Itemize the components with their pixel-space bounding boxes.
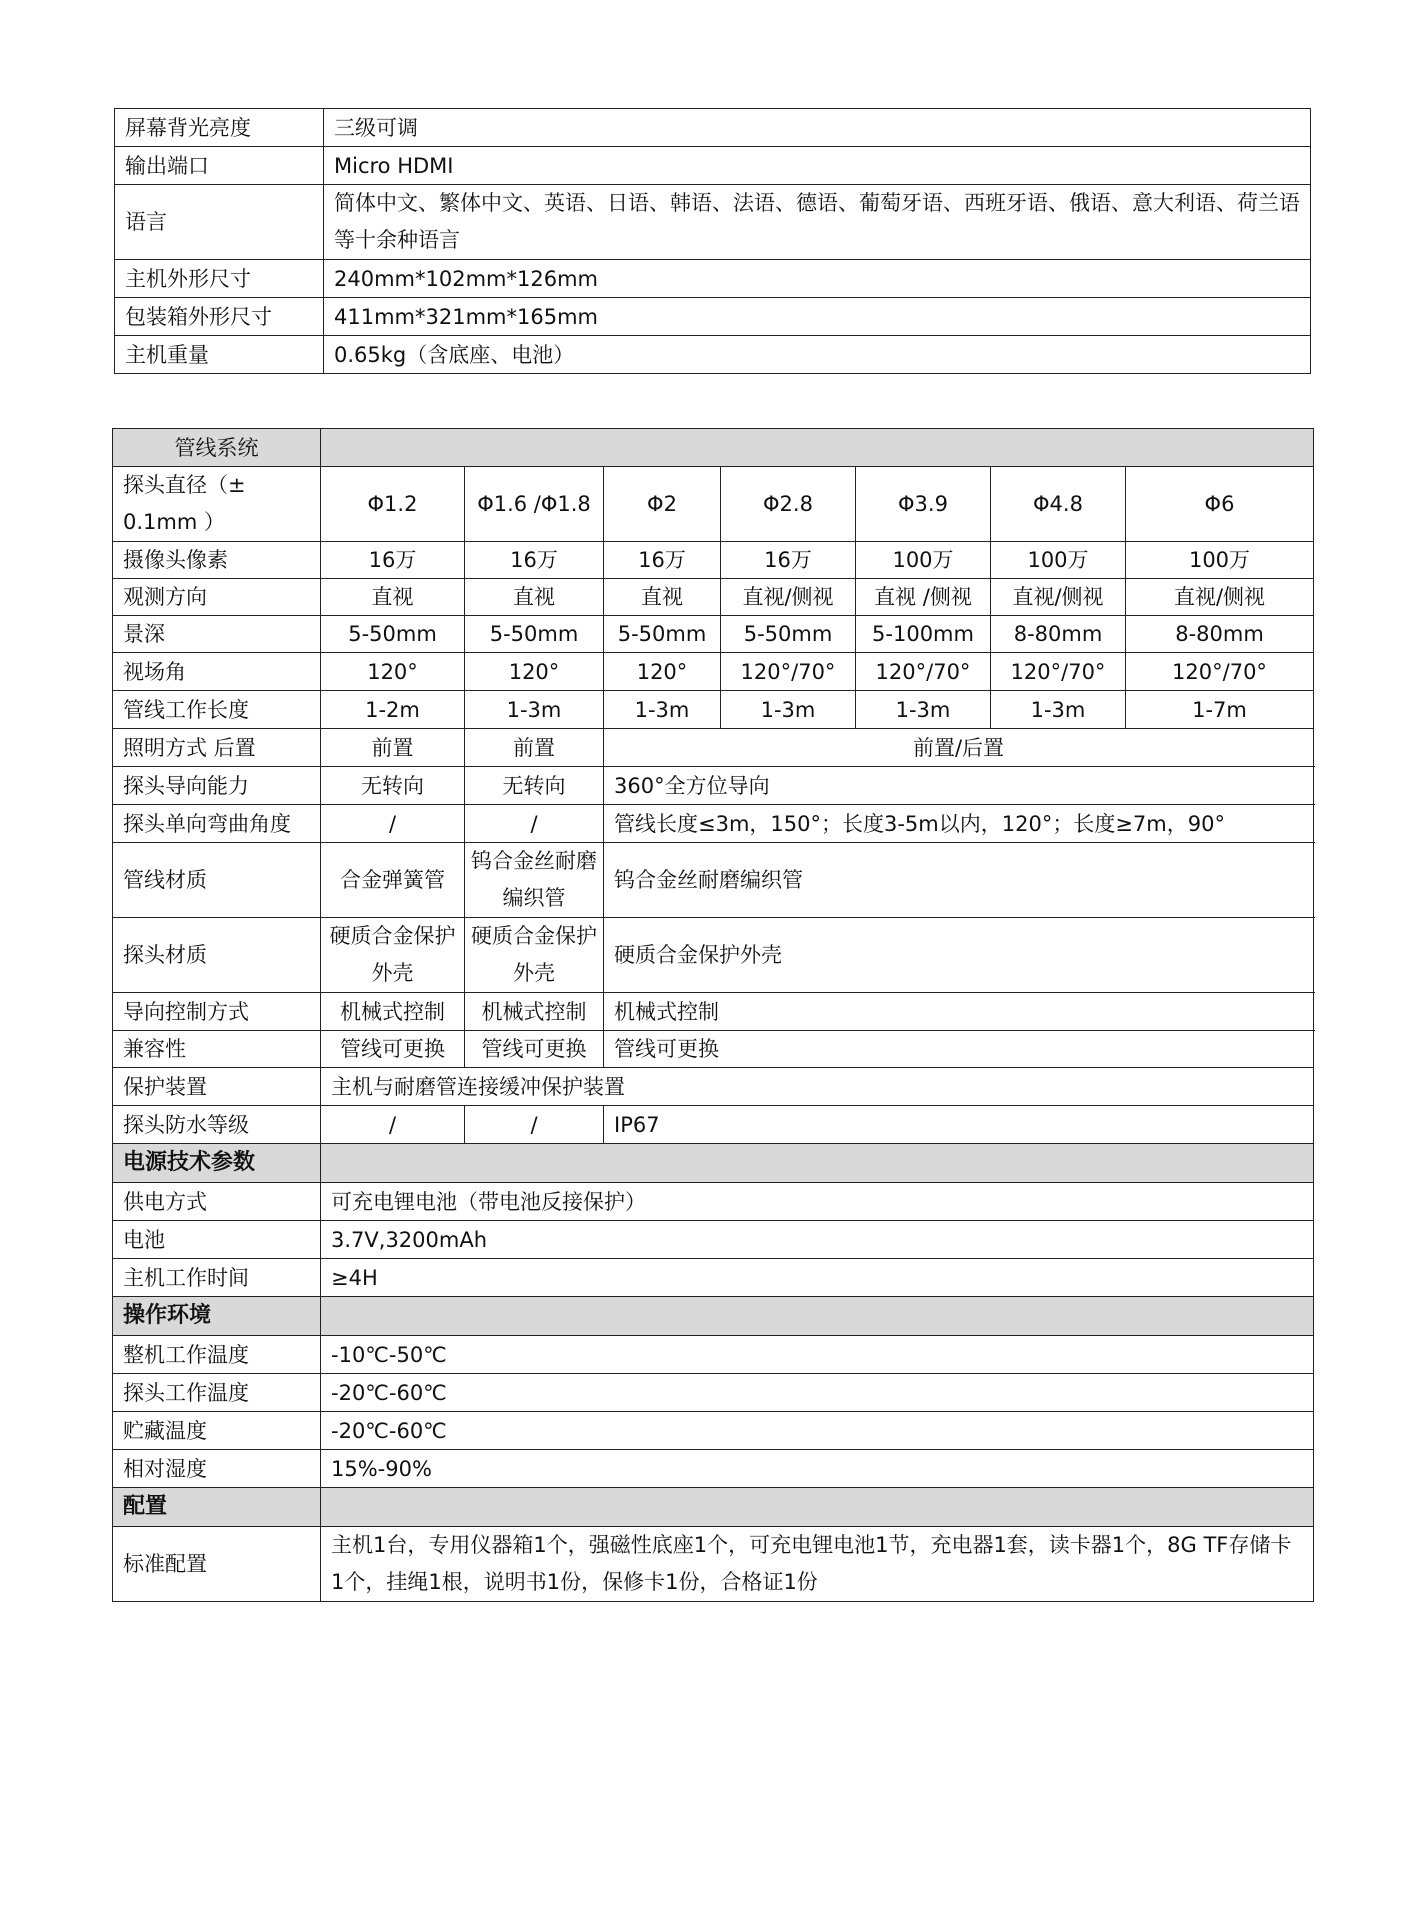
table-cell-merged: 硬质合金保护外壳: [604, 918, 1314, 993]
section-title-pipeline: 管线系统: [113, 429, 321, 467]
row-value: 3.7V,3200mAh: [321, 1221, 1314, 1259]
table-cell: 1-3m: [465, 691, 604, 729]
table-cell: 5-50mm: [604, 616, 721, 653]
table-row: [113, 729, 1314, 767]
table-cell: 5-50mm: [321, 616, 465, 653]
table-row: [113, 1031, 1314, 1068]
table-cell: Φ1.2: [321, 467, 465, 542]
table-cell: 1-3m: [856, 691, 991, 729]
row-value: 主机1台，专用仪器箱1个，强磁性底座1个，可充电锂电池1节，充电器1套，读卡器1个，8G TF存储卡1个，挂绳1根，说明书1份，保修卡1份，合格证1份: [321, 1527, 1314, 1602]
table-cell-merged: 钨合金丝耐磨编织管: [604, 843, 1314, 918]
table-cell: 16万: [604, 542, 721, 579]
row-label: 保护装置: [113, 1068, 321, 1106]
row-value: -20℃-60℃: [321, 1412, 1314, 1450]
table-cell: 直视/侧视: [1126, 579, 1314, 616]
detailed-spec-table: [112, 428, 1314, 1602]
table-row: [113, 1527, 1314, 1602]
section-header-row: [113, 1144, 1314, 1183]
table-cell: /: [321, 1106, 465, 1144]
row-value: 411mm*321mm*165mm: [324, 298, 1311, 336]
table-cell: 1-3m: [604, 691, 721, 729]
table-cell: 管线可更换: [465, 1031, 604, 1068]
row-label: 探头工作温度: [113, 1374, 321, 1412]
row-label: 探头直径（± 0.1mm ）: [113, 467, 321, 542]
row-value: 240mm*102mm*126mm: [324, 260, 1311, 298]
row-value: 0.65kg（含底座、电池）: [324, 336, 1311, 374]
table-cell: 120°: [465, 653, 604, 691]
table-row: [113, 542, 1314, 579]
table-cell: 1-3m: [721, 691, 856, 729]
table-row: [113, 467, 1314, 542]
row-value: -20℃-60℃: [321, 1374, 1314, 1412]
table-cell: /: [465, 805, 604, 843]
section-title-config: 配置: [113, 1488, 321, 1527]
table-cell: 无转向: [321, 767, 465, 805]
table-row: [113, 1374, 1314, 1412]
row-label: 观测方向: [113, 579, 321, 616]
table-row: [113, 843, 1314, 918]
table-cell: 120°: [321, 653, 465, 691]
row-label: 管线材质: [113, 843, 321, 918]
table-cell: 100万: [856, 542, 991, 579]
table-row: [113, 918, 1314, 993]
row-label: 摄像头像素: [113, 542, 321, 579]
table-cell: 直视: [321, 579, 465, 616]
table-cell: Φ1.6 /Φ1.8: [465, 467, 604, 542]
table-row: [113, 993, 1314, 1031]
table-cell: 钨合金丝耐磨编织管: [465, 843, 604, 918]
table-cell: 120°/70°: [1126, 653, 1314, 691]
row-value: 可充电锂电池（带电池反接保护）: [321, 1183, 1314, 1221]
section-header-fill: [321, 1297, 1314, 1336]
table-cell: 16万: [465, 542, 604, 579]
row-label: 输出端口: [115, 147, 324, 185]
table-cell: 无转向: [465, 767, 604, 805]
section-header-row: [113, 429, 1314, 467]
section-title-environment: 操作环境: [113, 1297, 321, 1336]
row-value: ≥4H: [321, 1259, 1314, 1297]
row-value: 三级可调: [324, 109, 1311, 147]
table-cell: Φ4.8: [991, 467, 1126, 542]
table-cell: 8-80mm: [991, 616, 1126, 653]
table-cell: Φ6: [1126, 467, 1314, 542]
table-cell: 硬质合金保护外壳: [465, 918, 604, 993]
row-label: 屏幕背光亮度: [115, 109, 324, 147]
table-row: [113, 1450, 1314, 1488]
table-cell: 5-50mm: [465, 616, 604, 653]
row-label: 探头单向弯曲角度: [113, 805, 321, 843]
table-cell: 直视: [465, 579, 604, 616]
table-cell-merged: 管线可更换: [604, 1031, 1314, 1068]
row-label: 兼容性: [113, 1031, 321, 1068]
table-cell: 1-2m: [321, 691, 465, 729]
table-cell: Φ2.8: [721, 467, 856, 542]
table-cell: Φ2: [604, 467, 721, 542]
table-cell: 1-7m: [1126, 691, 1314, 729]
table-row: [113, 1336, 1314, 1374]
section-header-fill: [321, 429, 1314, 467]
row-value: -10℃-50℃: [321, 1336, 1314, 1374]
table-cell: 120°/70°: [856, 653, 991, 691]
table-cell: 5-50mm: [721, 616, 856, 653]
row-label: 主机工作时间: [113, 1259, 321, 1297]
table-row: [113, 579, 1314, 616]
section-header-row: [113, 1488, 1314, 1527]
table-cell: 120°: [604, 653, 721, 691]
table-cell-merged: 机械式控制: [604, 993, 1314, 1031]
row-label: 语言: [115, 185, 324, 260]
table-row: [115, 336, 1311, 374]
row-label: 探头防水等级: [113, 1106, 321, 1144]
row-label: 贮藏温度: [113, 1412, 321, 1450]
table-row: [113, 1106, 1314, 1144]
row-label: 管线工作长度: [113, 691, 321, 729]
row-label: 导向控制方式: [113, 993, 321, 1031]
table-cell-merged: IP67: [604, 1106, 1314, 1144]
table-cell: 16万: [721, 542, 856, 579]
table-row: [113, 805, 1314, 843]
table-cell-merged: 管线长度≤3m，150°；长度3-5m以内，120°；长度≥7m，90°: [604, 805, 1314, 843]
table-cell: 120°/70°: [991, 653, 1126, 691]
table-cell: 机械式控制: [465, 993, 604, 1031]
table-row: [115, 109, 1311, 147]
row-label: 供电方式: [113, 1183, 321, 1221]
table-row: [115, 298, 1311, 336]
row-label: 探头导向能力: [113, 767, 321, 805]
table-row: [113, 1068, 1314, 1106]
table-row: [115, 260, 1311, 298]
table-cell: 硬质合金保护外壳: [321, 918, 465, 993]
table-cell: 5-100mm: [856, 616, 991, 653]
row-label: 电池: [113, 1221, 321, 1259]
section-title-power: 电源技术参数: [113, 1144, 321, 1183]
row-value: Micro HDMI: [324, 147, 1311, 185]
table-cell: Φ3.9: [856, 467, 991, 542]
table-cell: 8-80mm: [1126, 616, 1314, 653]
table-cell: 前置: [321, 729, 465, 767]
table-row: [113, 1183, 1314, 1221]
section-header-row: [113, 1297, 1314, 1336]
table-cell: 120°/70°: [721, 653, 856, 691]
row-label: 标准配置: [113, 1527, 321, 1602]
table-cell: /: [321, 805, 465, 843]
table-row: [113, 1259, 1314, 1297]
section-header-fill: [321, 1144, 1314, 1183]
table-row: [113, 1412, 1314, 1450]
table-row: [115, 185, 1311, 260]
table-cell: 100万: [1126, 542, 1314, 579]
row-label: 主机外形尺寸: [115, 260, 324, 298]
general-spec-table: [114, 108, 1311, 374]
table-cell-merged: 360°全方位导向: [604, 767, 1314, 805]
table-cell: 16万: [321, 542, 465, 579]
row-label: 主机重量: [115, 336, 324, 374]
section-header-fill: [321, 1488, 1314, 1527]
table-cell-merged: 主机与耐磨管连接缓冲保护装置: [321, 1068, 1314, 1106]
table-cell: 前置: [465, 729, 604, 767]
row-label: 整机工作温度: [113, 1336, 321, 1374]
table-cell: /: [465, 1106, 604, 1144]
table-row: [115, 147, 1311, 185]
table-cell: 1-3m: [991, 691, 1126, 729]
row-value: 15%-90%: [321, 1450, 1314, 1488]
table-row: [113, 691, 1314, 729]
table-row: [113, 653, 1314, 691]
row-label: 相对湿度: [113, 1450, 321, 1488]
row-label: 景深: [113, 616, 321, 653]
table-row: [113, 616, 1314, 653]
table-cell: 100万: [991, 542, 1126, 579]
table-cell: 直视/侧视: [721, 579, 856, 616]
table-cell: 直视 /侧视: [856, 579, 991, 616]
row-value: 简体中文、繁体中文、英语、日语、韩语、法语、德语、葡萄牙语、西班牙语、俄语、意大利语、荷兰语等十余种语言: [324, 185, 1311, 260]
table-row: [113, 767, 1314, 805]
table-cell: 直视: [604, 579, 721, 616]
row-label: 包装箱外形尺寸: [115, 298, 324, 336]
table-cell: 直视/侧视: [991, 579, 1126, 616]
table-cell: 管线可更换: [321, 1031, 465, 1068]
table-row: [113, 1221, 1314, 1259]
table-cell-merged: 前置/后置: [604, 729, 1314, 767]
table-cell: 机械式控制: [321, 993, 465, 1031]
table-cell: 合金弹簧管: [321, 843, 465, 918]
row-label: 探头材质: [113, 918, 321, 993]
row-label: 视场角: [113, 653, 321, 691]
row-label: 照明方式 后置: [113, 729, 321, 767]
